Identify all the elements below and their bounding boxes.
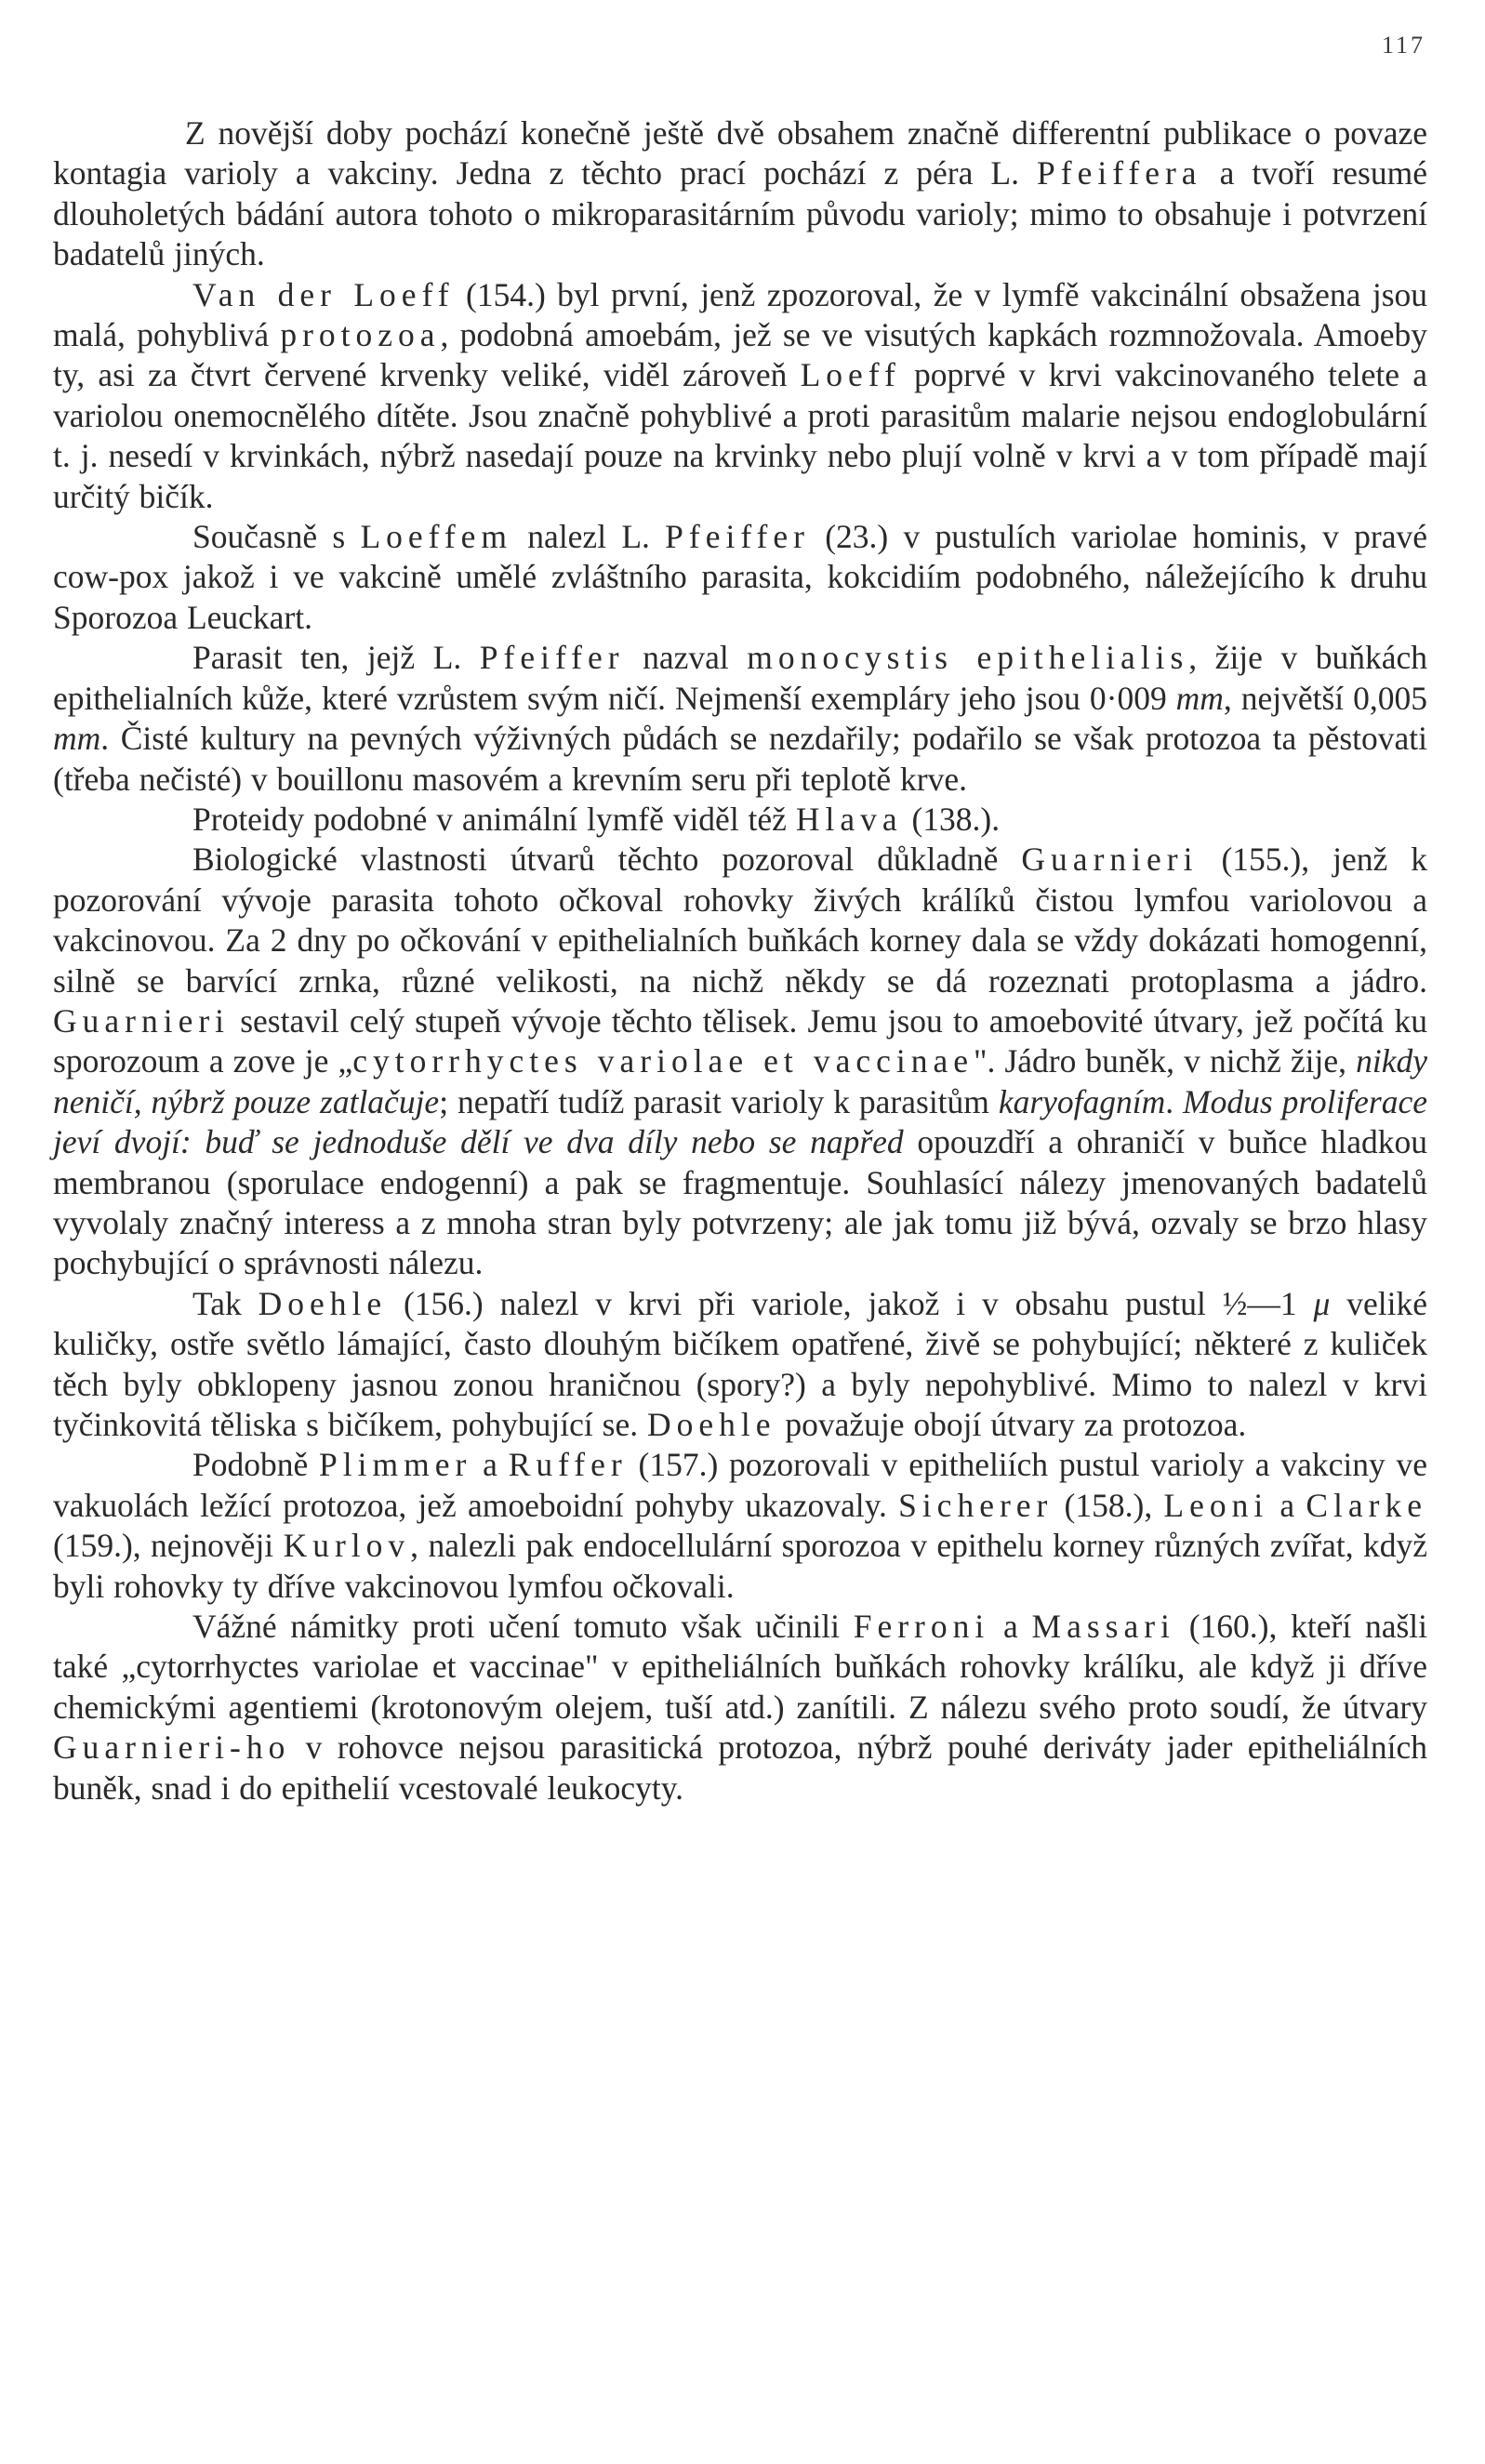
spaced-name: Doehle bbox=[646, 1406, 776, 1443]
spaced-name: Clarke bbox=[1306, 1486, 1427, 1524]
paragraph-p2 bbox=[53, 275, 1427, 517]
text-run: (155.), jenž k pozorování vývoje parasita tohoto očkoval rohovky živých králíků čistou lymfou variolovou a vakcinovou. Za 2 dny po očkování v epithelialních buňkách korney dala se vždy dokázati homogenní, silně se barvící zrnka, různé velikosti, na nichž někdy se dá rozeznati protoplasma a jádro. bbox=[53, 841, 1427, 1000]
text-run: poprvé v krvi vakcinovaného telete a variolou onemocnělého dítěte. Jsou značně pohyblivé a proti parasitům malarie nejsou endoglobulární t. j. nesedí v krvinkách, nýbrž nasedají pouze na krvinky nebo plují volně v krvi a v tom případě mají určitý bičík. bbox=[53, 356, 1427, 515]
text-run: a bbox=[471, 1446, 509, 1484]
text-run: sestavil celý stupeň vývoje těchto tělisek. Jemu jsou to amoebovité útvary, jež počítá ku sporozoum a zove je „ bbox=[53, 1001, 1427, 1080]
spaced-name: Kurlov bbox=[283, 1527, 411, 1565]
text-run: opouzdří a ohraničí v buňce hladkou membranou (sporulace endogenní) a pak se fragmentuje. Souhlasící nálezy jmenovaných badatelů vyvolaly značný interess a z mnoha stran byly potvrzeny; ale jak tomu již bývá, ozvaly se brzo hlasy pochybující o správnosti nálezu. bbox=[53, 1123, 1427, 1282]
paragraph-p5 bbox=[53, 800, 1427, 840]
italic-text: μ bbox=[1313, 1284, 1331, 1322]
text-run: a bbox=[989, 1608, 1032, 1646]
spaced-name: protozoa bbox=[280, 316, 441, 354]
spaced-name: Guarnieri bbox=[53, 1001, 231, 1040]
body-text bbox=[53, 113, 1427, 1808]
text-run: (159.), nejnověji bbox=[53, 1527, 284, 1565]
text-run: veliké kuličky, ostře světlo lámající, často dlouhým bičíkem opatřené, živě se pohybující; některé z kuliček těch byly obklopeny jasnou zonou hraničnou (spory?) a byly nepohyblivé. Mimo to nalezl v krvi tyčinkovitá těliska s bičíkem, pohybující se. bbox=[53, 1284, 1427, 1443]
text-run: (160.), kteří našli také „cytorrhyctes variolae et vaccinae" v epitheliálních buňkách rohovky králíku, ale když ji dříve chemickými agentiemi (krotonovým olejem, tuší atd.) zanítili. Z nálezu svého proto soudí, že útvary bbox=[53, 1608, 1427, 1726]
text-run: Tak bbox=[192, 1284, 259, 1322]
paragraph-p3 bbox=[53, 517, 1427, 638]
text-run: ". Jádro buněk, v nichž žije, bbox=[974, 1042, 1357, 1080]
italic-text: nikdy neničí, nýbrž pouze zatlačuje bbox=[53, 1042, 1427, 1120]
spaced-name: Massari bbox=[1031, 1608, 1175, 1646]
text-run: (156.) nalezl v krvi při variole, jakož i v obsahu pustul ½—1 bbox=[387, 1284, 1314, 1322]
italic-text: karyofagním bbox=[998, 1082, 1166, 1120]
spaced-name: Loeffem bbox=[360, 518, 513, 556]
text-run: , nalezli pak endocellulární sporozoa v epithelu korney různých zvířat, když byli rohovky ty dříve vakcinovou lymfou očkovali. bbox=[53, 1527, 1428, 1605]
paragraph-p6 bbox=[53, 840, 1427, 1283]
text-run: ; nepatří tudíž parasit varioly k parasitům bbox=[439, 1082, 999, 1120]
text-run: nalezl L. bbox=[512, 518, 666, 556]
spaced-name: Sicherer bbox=[898, 1486, 1054, 1524]
text-run: Proteidy podobné v animální lymfě viděl též bbox=[192, 800, 796, 838]
page-number: 117 bbox=[1381, 32, 1425, 59]
spaced-name: Van der Loeff bbox=[192, 275, 455, 313]
text-run: , největší 0,005 bbox=[1223, 679, 1427, 717]
text-run: Vážné námitky proti učení tomuto však učinili bbox=[192, 1608, 854, 1646]
text-run: (138.). bbox=[902, 800, 1001, 838]
text-run: , podobná amoebám, jež se ve visutých kapkách rozmnožovala. Amoeby ty, asi za čtvrt červené krvenky veliké, viděl zároveň bbox=[53, 316, 1427, 394]
paragraph-p1 bbox=[53, 113, 1427, 275]
spaced-name: Pfeiffer bbox=[479, 639, 625, 677]
spaced-name: Pfeiffer bbox=[665, 518, 810, 556]
text-run: (157.) pozorovali v epitheliích pustul varioly a vakciny ve vakuolách ležící protozoa, jež amoeboidní pohyby ukazovaly. bbox=[53, 1446, 1428, 1524]
text-run: Biologické vlastnosti útvarů těchto pozoroval důkladně bbox=[192, 841, 1022, 879]
italic-text: mm bbox=[1175, 679, 1224, 717]
spaced-name: monocystis epithelialis bbox=[747, 639, 1189, 677]
text-run: v rohovce nejsou parasitická protozoa, nýbrž pouhé deriváty jader epitheliálních buněk, snad i do epithelií vcestovalé leukocyty. bbox=[53, 1729, 1427, 1807]
text-run: nazval bbox=[624, 639, 748, 677]
spaced-name: Guarnieri-ho bbox=[53, 1729, 291, 1767]
text-run: Současně s bbox=[192, 518, 361, 556]
text-run: a tvoří resumé dlouholetých bádání autora tohoto o mikroparasitárním původu varioly; mimo to obsahuje i potvrzení badatelů jiných. bbox=[53, 154, 1427, 273]
spaced-name: Guarnieri bbox=[1021, 841, 1199, 879]
text-run: (158.), bbox=[1053, 1486, 1164, 1524]
spaced-name: Doehle bbox=[258, 1284, 388, 1322]
spaced-name: Loeff bbox=[800, 356, 901, 394]
paragraph-p8 bbox=[53, 1445, 1427, 1607]
spaced-name: Ferroni bbox=[853, 1608, 990, 1646]
italic-text: mm bbox=[53, 720, 101, 758]
text-run: . bbox=[1165, 1082, 1184, 1120]
spaced-name: Ruffer bbox=[508, 1446, 628, 1484]
text-run: . Čisté kultury na pevných výživných půdách se nezdařily; podařilo se však protozoa ta pěstovati (třeba nečisté) v bouillonu masovém a krevním seru při teplotě krve. bbox=[53, 720, 1427, 798]
spaced-name: Hlava bbox=[795, 800, 903, 838]
text-run: Podobně bbox=[192, 1446, 320, 1484]
text-run: a bbox=[1268, 1486, 1306, 1524]
italic-text: Modus proliferace jeví dvojí: buď se jednoduše dělí ve dva díly nebo se napřed bbox=[53, 1082, 1428, 1161]
paragraph-p4 bbox=[53, 638, 1427, 800]
text-run: , žije v buňkách epithelialních kůže, které vzrůstem svým ničí. Nejmenší exempláry jeho jsou 0·009 bbox=[53, 639, 1427, 717]
text-run: (23.) v pustulích variolae hominis, v pravé cow-pox jakož i ve vakcině umělé zvláštního parasita, kokcidiím podobného, náležejícího k druhu Sporozoa Leuckart. bbox=[53, 518, 1427, 636]
spaced-name: cytorrhyctes variolae et vaccinae bbox=[352, 1042, 974, 1080]
text-run: Parasit ten, jejž L. bbox=[192, 639, 480, 677]
text-run: Z novější doby pochází konečně ještě dvě obsahem značně differentní publikace o povaze kontagia varioly a vakciny. Jedna z těchto prací pochází z péra L. bbox=[53, 114, 1427, 192]
paragraph-p9 bbox=[53, 1607, 1427, 1808]
text-run: považuje obojí útvary za protozoa. bbox=[776, 1406, 1247, 1443]
paragraph-p7 bbox=[53, 1284, 1427, 1446]
text-run: (154.) byl první, jenž zpozoroval, že v lymfě vakcinální obsažena jsou malá, pohyblivá bbox=[53, 275, 1428, 354]
spaced-name: Plimmer bbox=[319, 1446, 472, 1484]
spaced-name: Leoni bbox=[1163, 1486, 1269, 1524]
spaced-name: Pfeiffera bbox=[1037, 154, 1202, 192]
